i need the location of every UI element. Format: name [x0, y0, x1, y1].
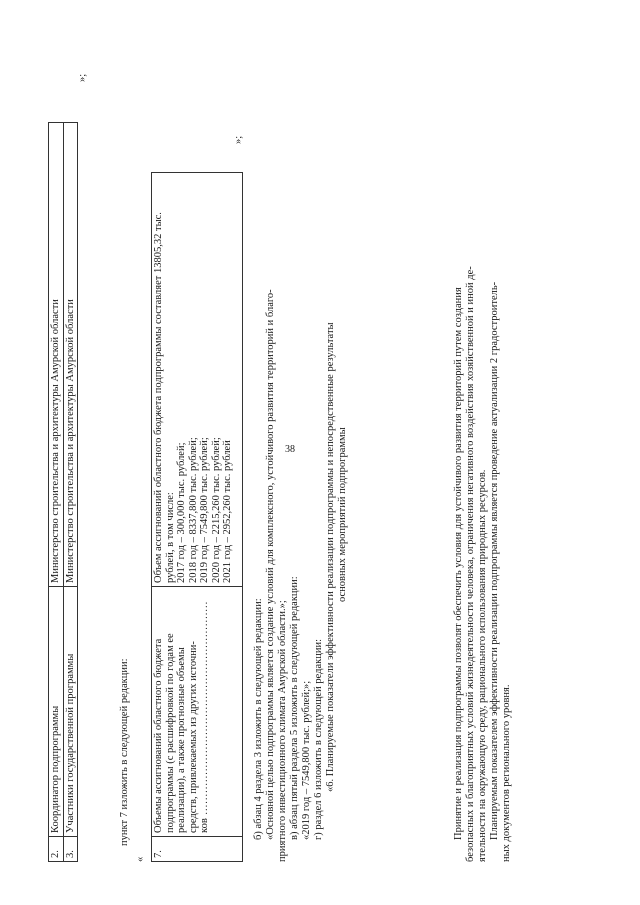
table-row — [63, 123, 78, 862]
body-paragraph: ных документов регионального уровня. — [501, 684, 512, 862]
label-line: подпрограммы (с расшифровкой по годам ее — [164, 633, 176, 833]
body-paragraph: Планируемым показателем эффективности реализации подпрограммы является проведение актуализации 2 градостроитель- — [489, 281, 500, 840]
body-paragraph: ятельности на окружающую среду, рационального использования природных ресурсов. — [477, 469, 488, 862]
row-value: Министерство строительства и архитектуры Амурской области — [49, 123, 64, 587]
value-line: Объем ассигнований областного бюджета подпрограммы составляет 13805,32 тыс. — [153, 212, 164, 583]
funding-table — [151, 172, 243, 862]
paragraph-v-intro: в) абзац пятый раздела 5 изложить в следующей редакции: — [289, 576, 300, 840]
paragraph-g-intro: г) раздел 6 изложить в следующей редакции: — [313, 639, 324, 840]
label-line: реализации), а также прогнозные объемы — [176, 647, 187, 833]
label-line: ков ........................................................... — [199, 600, 210, 833]
row-number: 3. — [63, 837, 78, 862]
point7-intro: пункт 7 изложить в следующей редакции: — [119, 658, 130, 846]
row-label: Участники государственной программы — [63, 587, 78, 837]
funding-value — [152, 173, 243, 587]
body-paragraph: безопасных и благоприятных условий жизнедеятельности человека, ограничения негативного воздействия хозяйственной и иной де- — [465, 266, 476, 862]
section-title: «6. Планируемые показатели эффективности реализации подпрограммы и непосредственные результаты — [325, 322, 336, 792]
label-line: средств, привлекаемых из других источни- — [187, 641, 199, 833]
paragraph-b-intro: б) абзац 4 раздела 3 изложить в следующей редакции: — [253, 598, 264, 840]
page-number: 38 — [285, 444, 295, 455]
value-line: 2019 год – 7549,800 тыс. рублей; — [199, 437, 210, 583]
funding-label — [152, 587, 243, 837]
row-number: 7. — [152, 837, 243, 862]
label-line: Объемы ассигнований областного бюджета — [153, 638, 164, 833]
open-quote: « — [135, 856, 146, 862]
closing-quote: »; — [233, 135, 244, 144]
value-line: 2017 год – 300,000 тыс. рублей; — [176, 442, 187, 583]
row-number: 2. — [49, 837, 64, 862]
value-line: 2020 год – 2215,260 тыс. рублей; — [210, 437, 222, 583]
section-title: основных мероприятий подпрограммы — [337, 427, 348, 602]
table-row — [152, 173, 243, 862]
body-paragraph: Принятие и реализация подпрограммы позволят обеспечить условия для устойчивого развития территорий путем создания — [453, 287, 464, 840]
row-value: Министерство строительства и архитектуры Амурской области — [63, 123, 78, 587]
paragraph-b-text: «Основной целью подпрограммы является создание условий для комплексного, устойчивого развития территорий и благо- — [265, 289, 276, 840]
closing-quote: »; — [77, 73, 88, 82]
row-label: Координатор подпрограммы — [49, 587, 64, 837]
value-line: рублей, в том числе: — [164, 492, 176, 583]
paragraph-b-text: приятного инвестиционного климата Амурской области.»; — [277, 600, 288, 862]
value-line: 2021 год – 2952,260 тыс. рублей — [222, 440, 233, 583]
coordinator-table — [48, 122, 78, 862]
table-row — [49, 123, 64, 862]
paragraph-v-text: «2019 год – 7549,800 тыс. рублей;»; — [301, 680, 312, 840]
value-line: 2018 год – 8337,800 тыс. рублей; — [187, 437, 199, 583]
rotated-document-content — [45, 42, 585, 862]
